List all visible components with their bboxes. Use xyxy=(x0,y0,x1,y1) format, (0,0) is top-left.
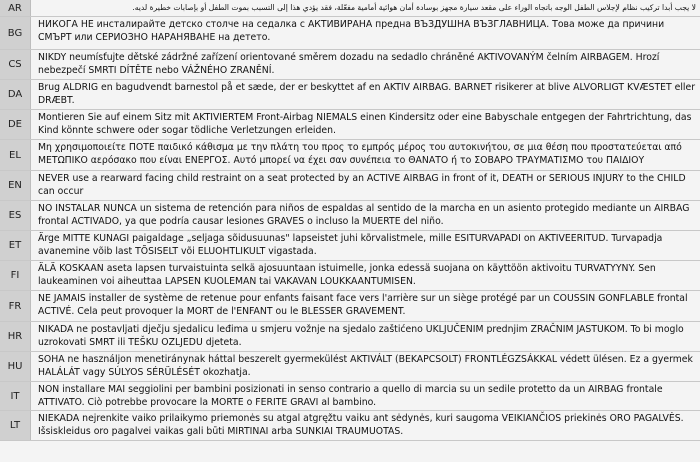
warning-row-hr xyxy=(0,322,700,352)
language-code: HR xyxy=(0,322,31,351)
warning-text: Brug ALDRIG en bagudvendt barnestol på et sæde, der er beskyttet af en AKTIV AIRBAG. BARNET risikerer at blive ALVORLIGT KVÆSTET eller DRÆBT. xyxy=(38,82,696,106)
language-code: ES xyxy=(0,201,31,230)
warning-row-es xyxy=(0,201,700,231)
warning-row-it xyxy=(0,382,700,411)
warning-row-hu xyxy=(0,352,700,382)
language-code: LT xyxy=(0,411,31,440)
warning-row-de xyxy=(0,110,700,140)
language-code: AR xyxy=(0,0,31,16)
language-code: DA xyxy=(0,80,31,109)
warning-row-da xyxy=(0,80,700,110)
warning-text: NON installare MAI seggiolini per bambini posizionati in senso contrario a quello di marcia su un sedile protetto da un AIRBAG frontale ATTIVATO. Ciò potrebbe provocare la MORTE o FERITE GRAVI al bambino. xyxy=(38,384,663,408)
warning-text: NIEKADA nejrenkite vaiko prilaikymo priemonės su atgal atgręžtu vaiku ant sėdynės, kuri saugoma VEIKIANČIOS priekinės ORO PAGALVĖS. Išsiskleidus oro pagalvei vaikas gali būti MIRTINAI arba SUNKIAI TRAUMUOTAS. xyxy=(38,413,684,437)
warning-row-en xyxy=(0,171,700,201)
warning-text: Montieren Sie auf einem Sitz mit AKTIVIERTEM Front-Airbag NIEMALS einen Kindersitz oder eine Babyschale entgegen der Fahrtrichtung, das Kind könnte schwere oder sogar tödliche Verletzungen erleiden. xyxy=(38,112,692,136)
warning-row-bg xyxy=(0,17,700,50)
warning-row-cs xyxy=(0,50,700,80)
warning-text: NIKADA ne postavljati dječju sjedalicu leđima u smjeru vožnje na sjedalo zaštićeno UKLJUČENIM prednjim ZRAČNIM JASTUKOM. To bi moglo uzrokovati SMRT ili TEŠKU OZLJEDU djeteta. xyxy=(38,324,684,348)
language-code: EN xyxy=(0,171,31,200)
language-code: BG xyxy=(0,17,31,49)
language-code: HU xyxy=(0,352,31,381)
warning-text: لا يجب أبدا تركيب نظام لإجلاس الطفل الوجه باتجاه الوراء على مقعد سيارة مجهز بوسادة أمان هوائية أمامية مفعّلة، فقد يؤدي هذا إلى التسبب بموت الطفل أو بإصابات خطيرة لديه. xyxy=(132,3,696,12)
warning-text: ÄLÄ KOSKAAN aseta lapsen turvaistuinta selkä ajosuuntaan istuimelle, jonka edessä suojana on käyttöön aktivoitu TURVATYYNY. Sen laukeaminen voi aiheuttaa LAPSEN KUOLEMAN tai VAKAVAN LOUKKAANTUMISEN. xyxy=(38,263,656,287)
warning-row-el xyxy=(0,140,700,171)
warning-row-fr xyxy=(0,291,700,322)
warning-text: Ärge MITTE KUNAGI paigaldage „seljaga sõidusuunas" lapseistet juhi kõrvalistmele, mille ESITURVAPADI on AKTIVEERITUD. Turvapadja avanemine võib last TÕSISELT või ELUOHTLIKULT vigastada. xyxy=(38,233,663,257)
language-code: EL xyxy=(0,140,31,170)
warning-text: NEVER use a rearward facing child restraint on a seat protected by an ACTIVE AIRBAG in front of it, DEATH or SERIOUS INJURY to the CHILD can occur xyxy=(38,173,686,197)
language-code: IT xyxy=(0,382,31,410)
warning-row-ar xyxy=(0,0,700,17)
language-code: DE xyxy=(0,110,31,139)
language-code: ET xyxy=(0,231,31,260)
warning-text: NIKDY neumísťujte dětské zádržné zařízení orientované směrem dozadu na sedadlo chráněné AKTIVOVANÝM čelním AIRBAGEM. Hrozí nebezpečí SMRTI DÍTĚTE nebo VÁŽNÉHO ZRANĚNÍ. xyxy=(38,52,660,76)
warning-row-fi xyxy=(0,261,700,291)
warning-text: Μη χρησιμοποιείτε ΠΟΤΕ παιδικό κάθισμα με την πλάτη του προς το εμπρός μέρος του αυτοκινήτου, σε μια θέση που προστατεύεται από ΜΕΤΩΠΙΚΟ αερόσακο που είναι ΕΝΕΡΓΟΣ. Αυτό μπορεί να έχει σαν συνέπεια το ΘΑΝΑΤΟ ή το ΣΟΒΑΡΟ ΤΡΑΥΜΑΤΙΣΜΟ του ΠΑΙΔΙΟΥ xyxy=(38,142,682,166)
language-code: FI xyxy=(0,261,31,290)
warning-text: НИКОГА НЕ инсталирайте детско столче на седалка с АКТИВИРАНА предна ВЪЗДУШНА ВЪЗГЛАВНИЦА. Това може да причини СМЪРТ или СЕРИОЗНО НАРАНЯВАНЕ на детето. xyxy=(38,19,665,43)
warning-row-et xyxy=(0,231,700,261)
warning-row-lt xyxy=(0,411,700,441)
warning-text: NE JAMAIS installer de système de retenue pour enfants faisant face vers l'arrière sur un siège protégé par un COUSSIN GONFLABLE frontal ACTIVÉ. Cela peut provoquer la MORT de l'ENFANT ou le BLESSER GRAVEMENT. xyxy=(38,293,688,317)
language-code: CS xyxy=(0,50,31,79)
warning-text: NO INSTALAR NUNCA un sistema de retención para niños de espaldas al sentido de la marcha en un asiento protegido mediante un AIRBAG frontal ACTIVADO, ya que podría causar lesiones GRAVES o incluso la MUERTE del niño. xyxy=(38,203,690,227)
language-code: FR xyxy=(0,291,31,321)
warning-text: SOHA ne használjon menetiránynak háttal beszerelt gyermekülést AKTIVÁLT (BEKAPCSOLT) FRONTLÉGZSÁKKAL védett ülésen. Ez a gyermek HALÁLÁT vagy SÚLYOS SÉRÜLÉSÉT okozhatja. xyxy=(38,354,693,378)
